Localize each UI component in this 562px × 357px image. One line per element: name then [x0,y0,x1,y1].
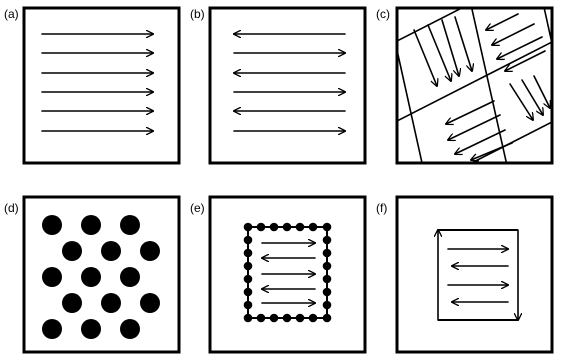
dot-d-14 [81,319,101,339]
perimeter-dot-e-20 [323,262,332,271]
dot-d-12 [140,293,160,313]
perimeter-dot-e-25 [244,301,253,310]
perimeter-dot-e-15 [244,236,253,245]
panel-label-c: (c) [376,7,390,21]
perimeter-dot-e-11 [309,223,318,232]
dot-d-13 [42,319,62,339]
perimeter-dot-e-12 [309,314,318,323]
dot-d-8 [81,267,101,287]
dot-d-5 [101,241,121,261]
perimeter-dot-e-17 [244,249,253,258]
perimeter-dot-e-16 [323,236,332,245]
perimeter-dot-e-18 [323,249,332,258]
perimeter-dot-e-22 [323,275,332,284]
perimeter-dot-e-23 [244,288,253,297]
dot-d-1 [42,215,62,235]
dot-d-3 [120,215,140,235]
dot-d-11 [101,293,121,313]
panel-frame-c [397,8,552,163]
panel-label-a: (a) [4,7,19,21]
perimeter-dot-e-19 [244,262,253,271]
panel-label-e: (e) [190,201,205,215]
perimeter-dot-e-9 [296,223,305,232]
panel-label-f: (f) [376,201,388,215]
dot-d-7 [42,267,62,287]
panel-frame-a [24,8,179,163]
perimeter-dot-e-4 [257,314,266,323]
panel-label-b: (b) [190,7,205,21]
dot-d-9 [120,267,140,287]
perimeter-dot-e-24 [323,288,332,297]
perimeter-dot-e-13 [323,223,332,232]
dot-d-15 [120,319,140,339]
perimeter-dot-e-5 [270,223,279,232]
panel-label-d: (d) [4,201,19,215]
perimeter-dot-e-3 [257,223,266,232]
perimeter-dot-e-14 [323,314,332,323]
perimeter-dot-e-2 [244,314,253,323]
perimeter-dot-e-10 [296,314,305,323]
dot-d-2 [81,215,101,235]
perimeter-dot-e-7 [283,223,292,232]
dot-d-4 [62,241,82,261]
perimeter-dot-e-1 [244,223,253,232]
dot-d-6 [140,241,160,261]
dot-d-10 [62,293,82,313]
panel-frame-f [397,197,552,352]
perimeter-dot-e-8 [283,314,292,323]
perimeter-dot-e-26 [323,301,332,310]
perimeter-dot-e-6 [270,314,279,323]
panel-frame-b [210,8,365,163]
perimeter-dot-e-21 [244,275,253,284]
